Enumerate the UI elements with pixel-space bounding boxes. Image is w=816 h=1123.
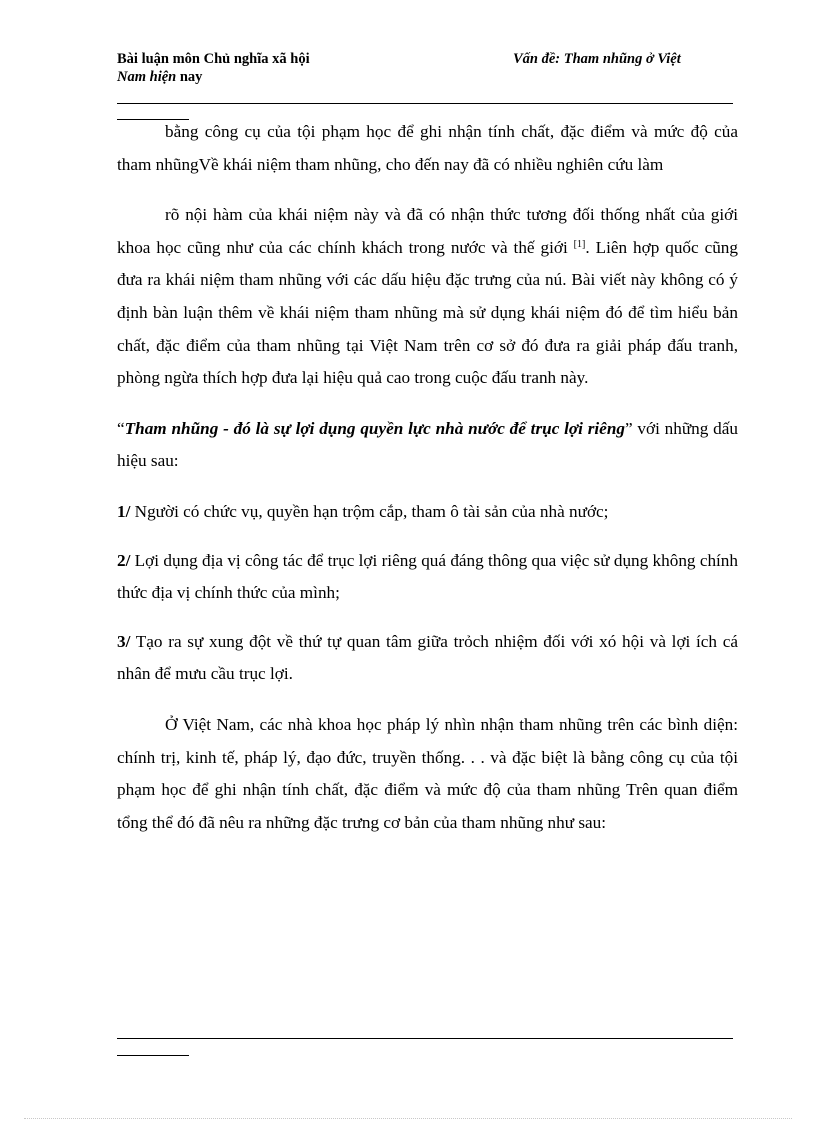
list-item-number: 1/ bbox=[117, 501, 131, 521]
footer-rule bbox=[117, 1038, 733, 1039]
list-item-number: 2/ bbox=[117, 550, 131, 570]
definition-tail: ” với những dấu hiệu sau: bbox=[117, 418, 738, 471]
header-course-title: Bài luận môn Chủ nghĩa xã hội bbox=[117, 51, 310, 67]
list-item bbox=[117, 545, 738, 610]
definition-open-quote: “ bbox=[117, 418, 125, 438]
header-italic-segment: Nam hiện bbox=[117, 69, 177, 85]
list-item bbox=[117, 626, 738, 691]
list-item-text: Tạo ra sự xung đột về thứ tự quan tâm giữa trỏch nhiệm đối với xó hội và lợi ích cá nhân để mưu cầu trục lợi. bbox=[117, 631, 738, 684]
paragraph-concept-text-cont: . Liên hợp quốc cũng đưa ra khái niệm tham nhũng với các dấu hiệu đặc trưng của nú. Bài viết này không có ý định bàn luận thêm về khái niệm tham nhũng mà sử dụng khái niệm đó để tìm hiểu bản chất, đặc điểm của tham nhũng tại Việt Nam trên cơ sở đó đưa ra giải pháp đấu tranh, phòng ngừa thích hợp đưa lại hiệu quả cao trong cuộc đấu tranh này. bbox=[117, 237, 738, 388]
definition-paragraph bbox=[117, 413, 738, 478]
paragraph-concept bbox=[117, 199, 738, 395]
definition-text: Tham nhũng - đó là sự lợi dụng quyền lực nhà nước để trục lợi riêng bbox=[124, 418, 625, 438]
paragraph-vietnam-view: Ở Việt Nam, các nhà khoa học pháp lý nhìn nhận tham nhũng trên các bình diện: chính trị, kinh tế, pháp lý, đạo đức, truyền thống. . . và đặc biệt là bằng công cụ của tội phạm học để ghi nhận tính chất, đặc điểm và mức độ của tham nhũng Trên quan điểm tổng thể đó đã nêu ra những đặc trưng cơ bản của tham nhũng như sau: bbox=[117, 714, 738, 832]
footer-rule-short bbox=[117, 1055, 189, 1056]
header-plain-segment: nay bbox=[176, 69, 203, 85]
footnote-reference: [1] bbox=[573, 238, 586, 250]
header-rule bbox=[117, 103, 733, 104]
page-boundary bbox=[24, 1118, 792, 1119]
paragraph-concept-text: rõ nội hàm của khái niệm này và đã có nhận thức tương đối thống nhất của giới khoa học cũng như của các chính khách trong nước và thế giới bbox=[117, 205, 738, 257]
document-body bbox=[117, 116, 738, 839]
list-item bbox=[117, 496, 738, 529]
list-item-text: Người có chức vụ, quyền hạn trộm cắp, tham ô tài sản của nhà nước; bbox=[130, 501, 609, 521]
list-item-number: 3/ bbox=[117, 631, 131, 651]
header-course-title-cont bbox=[117, 68, 310, 86]
list-item-text: Lợi dụng địa vị công tác để trục lợi riêng quá đáng thông qua việc sử dụng không chính thức địa vị chính thức của mình; bbox=[117, 550, 738, 603]
running-header-right: Vấn đề: Tham nhũng ở Việt bbox=[513, 51, 681, 67]
paragraph-continuation: bằng công cụ của tội phạm học để ghi nhận tính chất, đặc điểm và mức độ của tham nhũngVề khái niệm tham nhũng, cho đến nay đã có nhiều nghiên cứu làm bbox=[117, 122, 738, 174]
running-header-left bbox=[117, 50, 310, 86]
